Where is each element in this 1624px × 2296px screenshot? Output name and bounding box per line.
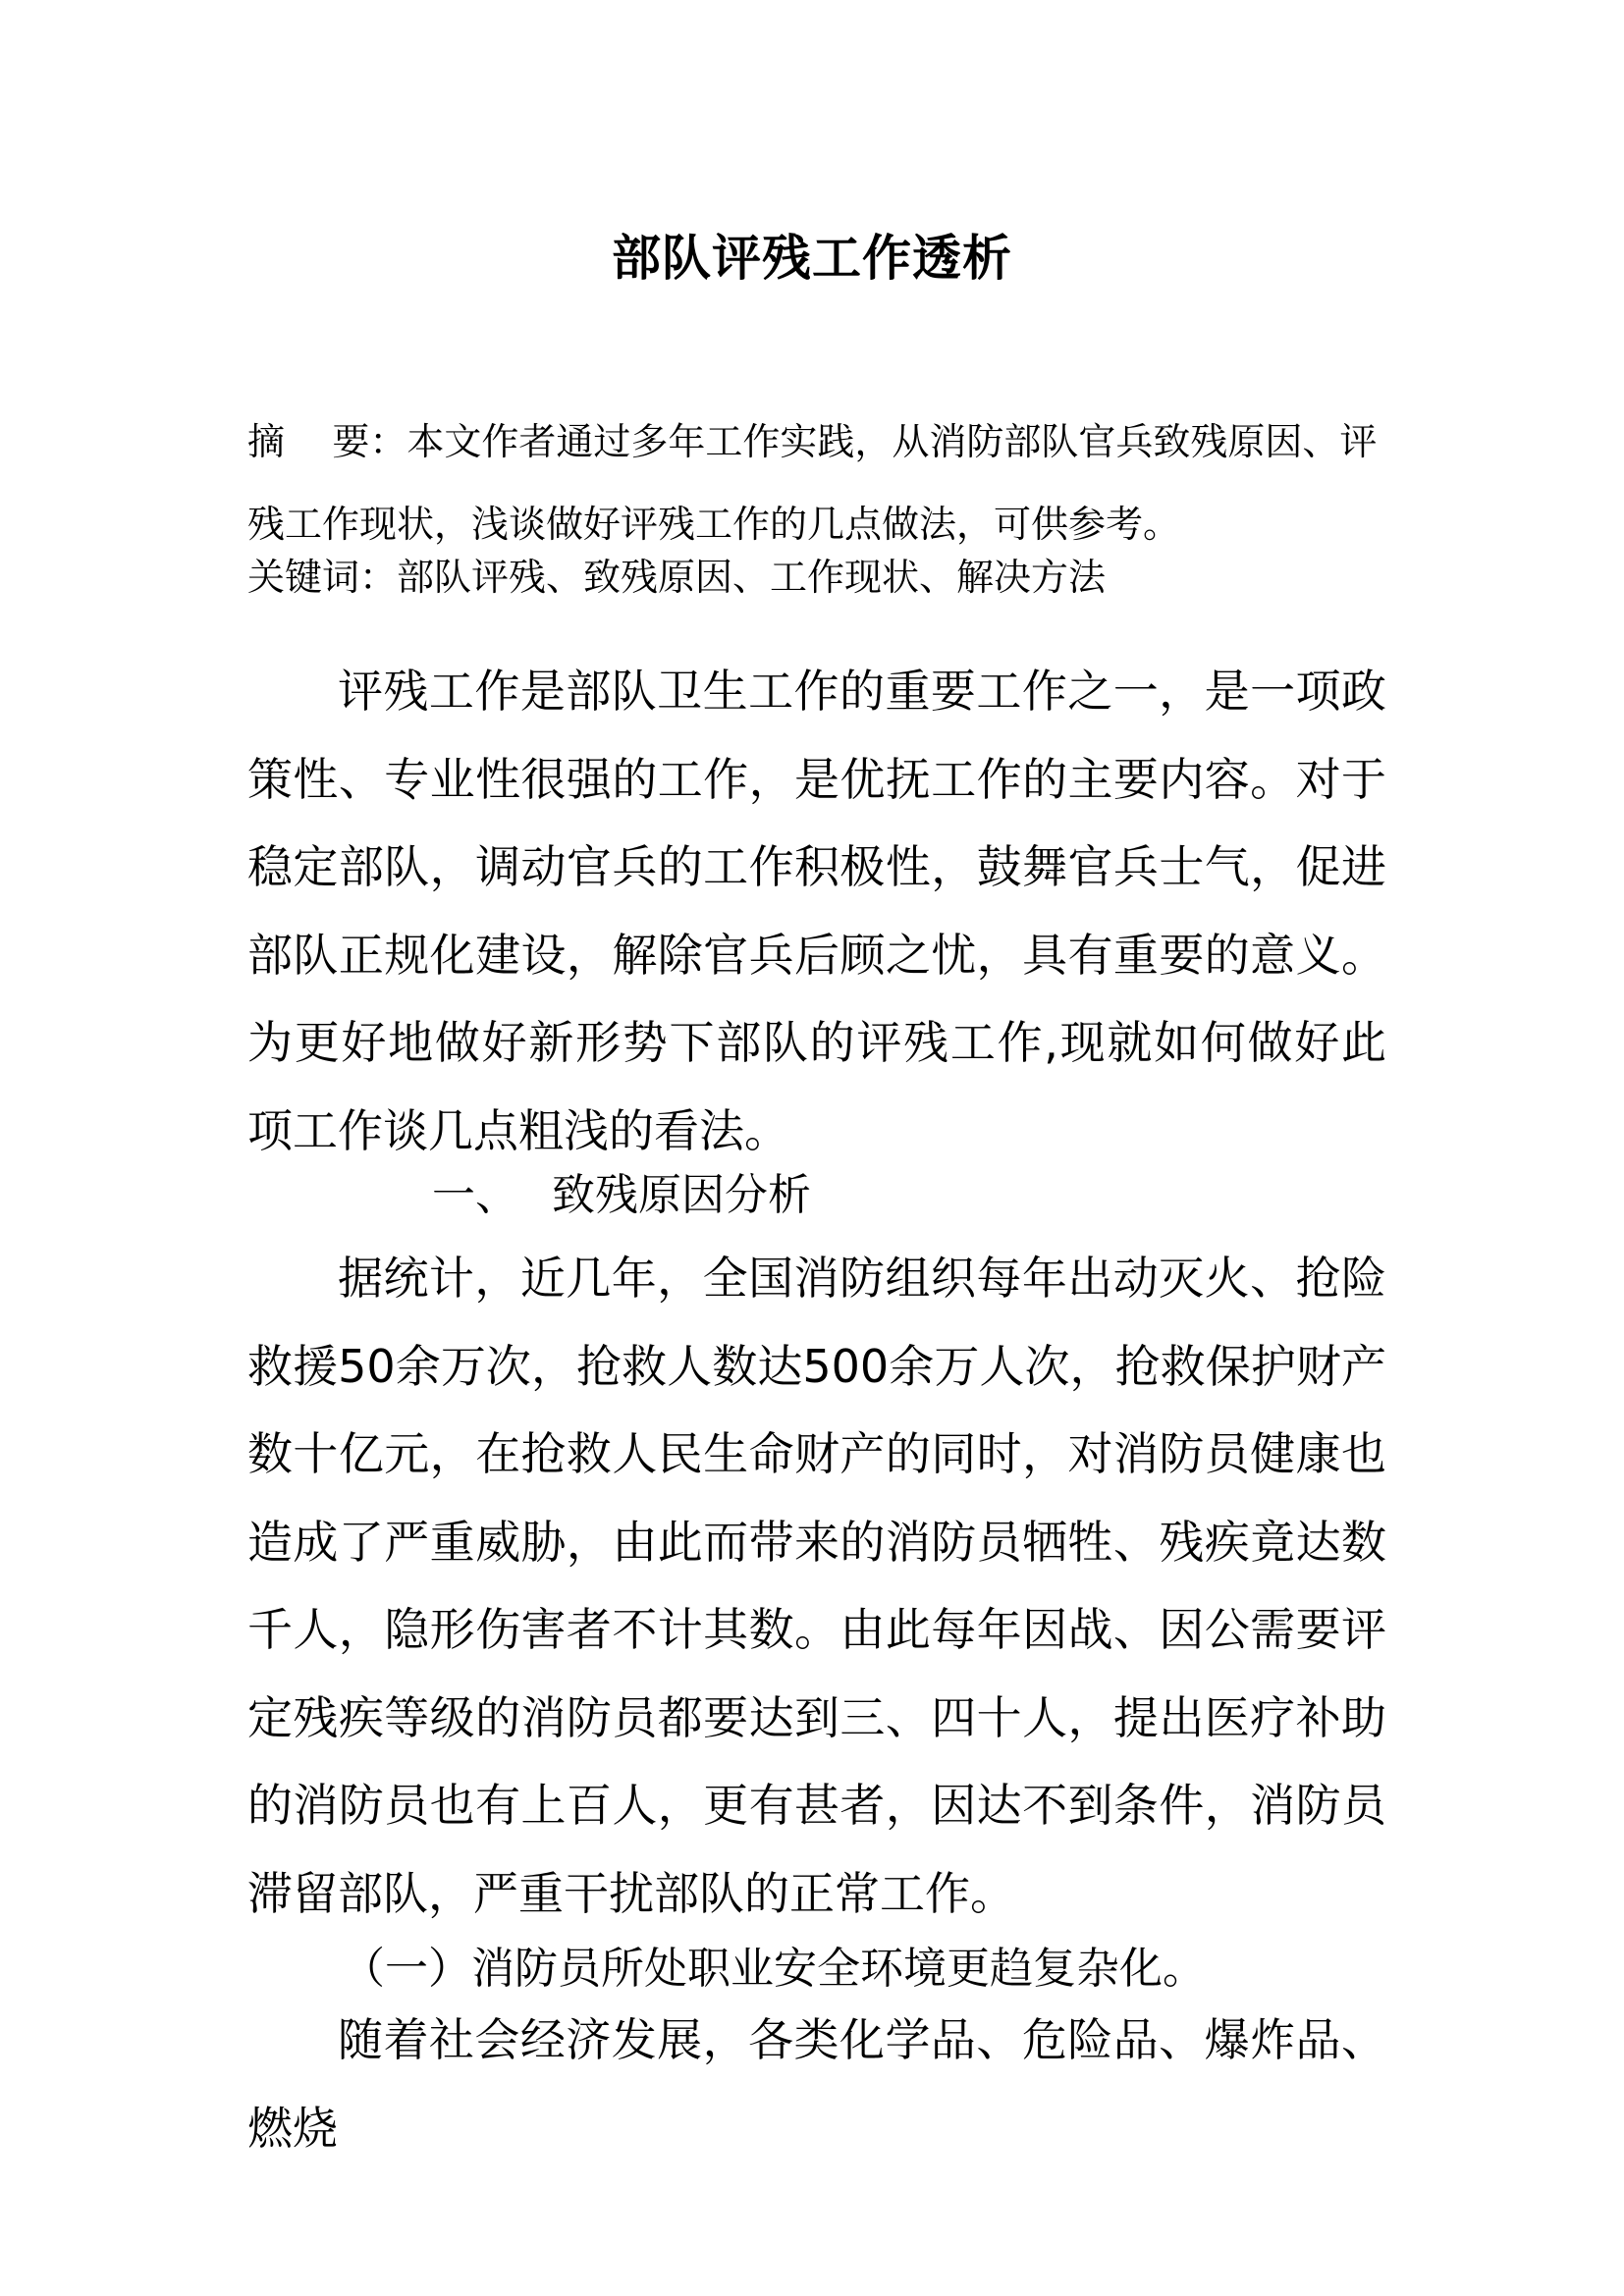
section-number: 一、 (432, 1170, 518, 1220)
body-paragraph-statistics: 据统计，近几年，全国消防组织每年出动灭火、抢险救援50余万次，抢救人数达500余万人次，抢救保护财产数十亿元，在抢救人民生命财产的同时，对消防员健康也造成了严重威胁，由此而带来的消防员牺牲、残疾竟达数千人，隐形伤害者不计其数。由此每年因战、因公需要评定残疾等级的消防员都要达到三、四十人，提出医疗补助的消防员也有上百人，更有甚者，因达不到条件，消防员滞留部队，严重干扰部队的正常工作。 (247, 1252, 1386, 1920)
keywords-label: 关键词： (247, 556, 398, 599)
subsection-heading: （一）消防员所处职业安全环境更趋复杂化。 (342, 1944, 1206, 1994)
abstract-label: 摘 要： (247, 420, 407, 463)
body-paragraph-intro: 评残工作是部队卫生工作的重要工作之一，是一项政策性、专业性很强的工作，是优抚工作的主要内容。对于稳定部队，调动官兵的工作积极性，鼓舞官兵士气，促进部队正规化建设，解除官兵后顾之忧，具有重要的意义。为更好地做好新形势下部队的评残工作,现就如何做好此项工作谈几点粗浅的看法。 (247, 665, 1386, 1157)
keywords (247, 546, 1386, 609)
body-paragraph-environment: 随着社会经济发展，各类化学品、危险品、爆炸品、燃烧 (247, 2013, 1386, 2155)
document-title: 部队评残工作透析 (612, 230, 1012, 287)
section-title: 致残原因分析 (552, 1170, 811, 1220)
section-heading (432, 1156, 811, 1235)
keywords-text: 部队评残、致残原因、工作现状、解决方法 (397, 556, 1107, 599)
abstract (247, 400, 1386, 565)
abstract-text: 本文作者通过多年工作实践，从消防部队官兵致残原因、评残工作现状，浅谈做好评残工作的几点做法，可供参考。 (247, 420, 1378, 546)
